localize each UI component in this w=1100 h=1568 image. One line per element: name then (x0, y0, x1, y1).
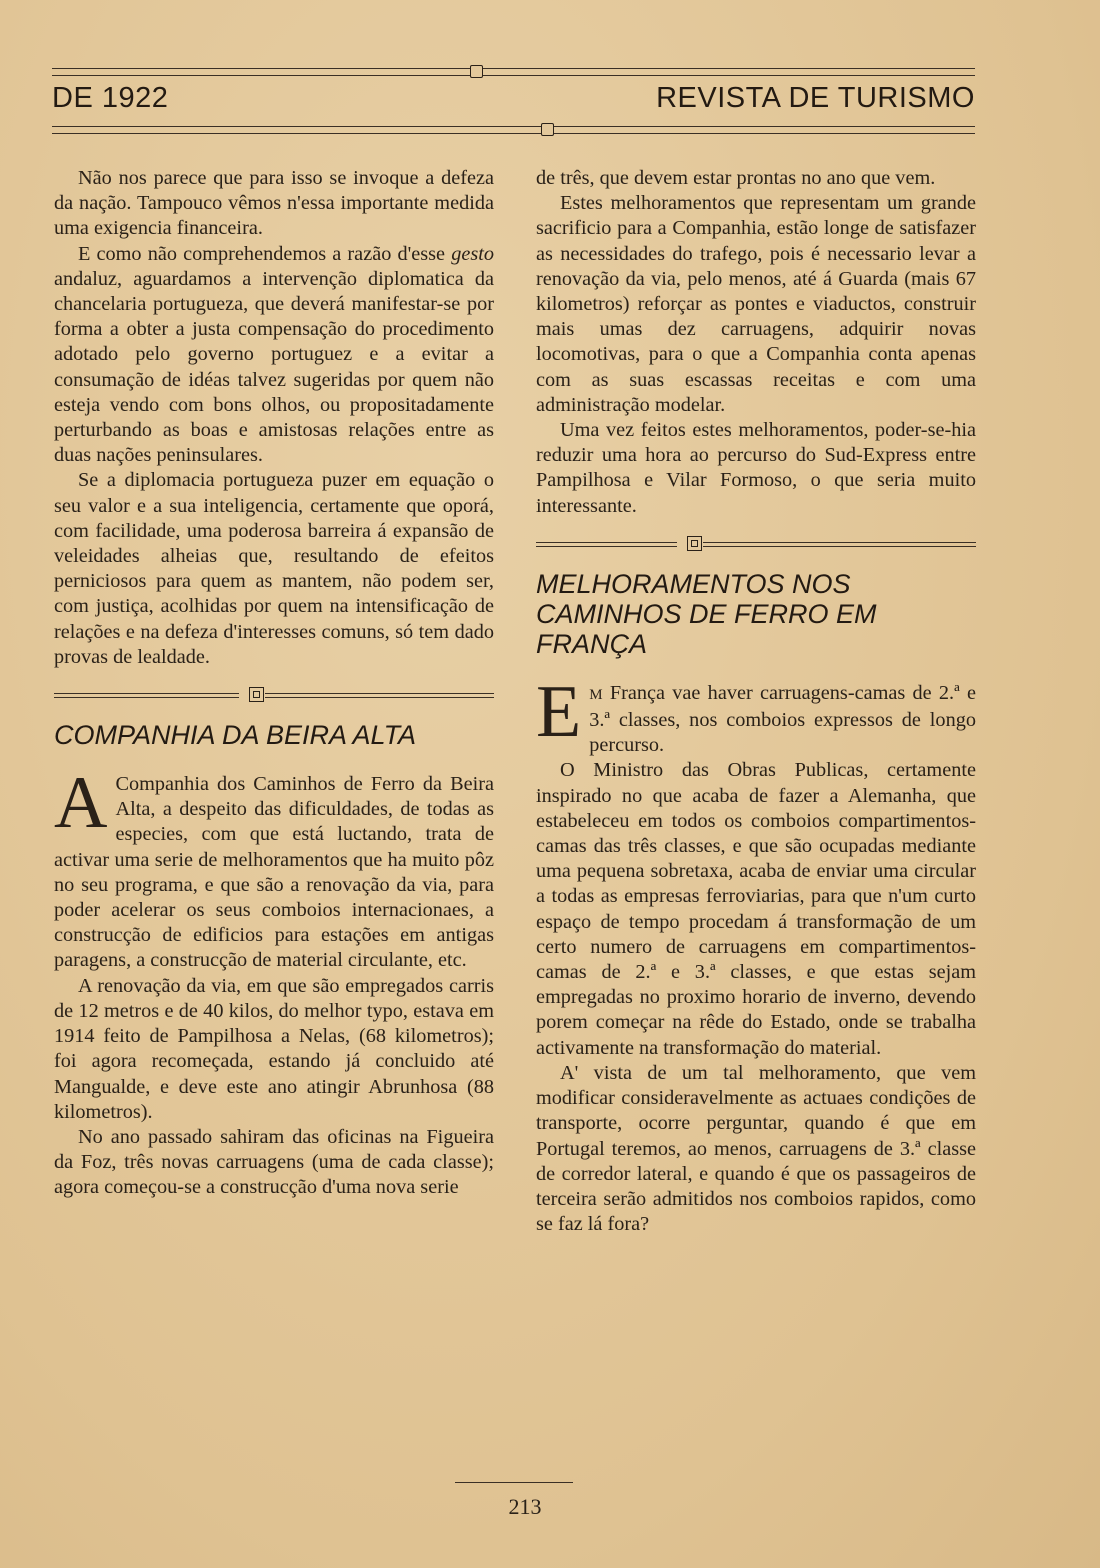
section-divider (536, 535, 976, 555)
paragraph: O Ministro das Obras Publicas, certamente inspirado no que acaba de fazer a Alemanha, que estabeleceu em todos os comboios compartimentos-camas das três classes, e que são ocupadas mediante uma pequena sobretaxa, acaba de enviar uma circular a todas as empresas ferroviarias, para que n'um curto espaço de tempo procedam á transformação de um certo numero de carruagens em compartimentos-camas de 2.ª e 3.ª classes, e que estas sejam empregadas no proximo horario de inverno, devendo porem começar na rêde do Estado, onde se trabalha activamente na transformação do material. (536, 759, 976, 1059)
paragraph: Estes melhoramentos que representam um grande sacrificio para a Companhia, estão longe de satisfazer as necessidades do trafego, pois é necessario levar a renovação da via, pelo menos, até á Guarda (mais 67 kilometros) reforçar as pontes e viaductos, construir mais umas dez carruagens, adquirir novas locomotivas, para o que a Companhia conta apenas com as suas escassas receitas e com uma administração modelar. (536, 192, 976, 416)
left-column (54, 166, 494, 1201)
paragraph: Não nos parece que para isso se invoque a defeza da nação. Tampouco vêmos n'essa importante medida uma exigencia financeira. (54, 167, 494, 240)
paragraph: Se a diplomacia portugueza puzer em equação o seu valor e a sua inteligencia, certamente que oporá, com facilidade, uma poderosa barreira á expansão de veleidades alheias que, resultando de efeitos perniciosos para quem as mantem, não podem ser, com justiça, acolhidas por quem na intensificação de relações e na defeza d'interesses comuns, só tem dado provas de lealdade. (54, 469, 494, 668)
italic-word: gesto (451, 242, 494, 265)
paragraph (536, 670, 976, 759)
text-run: andaluz, aguardamos a intervenção diplomatica da chancelaria portugueza, que deverá manifestar-se por forma a obter a justa compensação do procedimento adotado pelo governo portuguez e a evitar a consumação de idéas talvez sugeridas por quem não esteja vendo com bons olhos, ou propositadamente perturbando as boas e amistosas relações entre as duas nações peninsulares. (54, 267, 494, 467)
header-publication-title: REVISTA DE TURISMO (656, 82, 975, 114)
header-top-ornament (470, 65, 483, 78)
paragraph (54, 242, 494, 469)
section-title: MELHORAMENTOS NOS CAMINHOS DE FERRO EM FRANÇA (536, 568, 877, 659)
divider-line-left (54, 693, 239, 698)
paragraph: Uma vez feitos estes melhoramentos, poder-se-hia reduzir uma hora ao percurso do Sud-Express entre Pampilhosa e Vilar Formoso, o que seria muito interessante. (536, 419, 976, 517)
divider-ornament (249, 687, 264, 702)
paragraph (54, 762, 494, 974)
text-run: França vae haver carruagens-camas de 2.ª e 3.ª classes, nos comboios expressos de longo percurso. (589, 681, 976, 757)
header-date: DE 1922 (52, 82, 169, 114)
section-title: COMPANHIA DA BEIRA ALTA (54, 720, 417, 751)
text-run: E como não comprehendemos a razão d'esse (78, 242, 452, 265)
footer-rule (455, 1482, 573, 1483)
small-caps-letter: M (589, 686, 603, 703)
paragraph: A' vista de um tal melhoramento, que vem modificar consideravelmente as actuaes condições de transporte, ocorre perguntar, quando é que em Portugal teremos, ao menos, carruagens de 3.ª classe de corredor lateral, e quando é que os passageiros de terceira serão admitidos nos comboios rapidos, como se faz lá fora? (536, 1061, 976, 1236)
right-column (536, 166, 976, 1237)
divider-line-right (703, 542, 976, 547)
header-bottom-rule (52, 126, 975, 134)
page-number: 213 (508, 1494, 542, 1519)
paragraph: No ano passado sahiram das oficinas na Figueira da Foz, três novas carruagens (uma de cada classe); agora começou-se a construcção d'uma nova serie (54, 1125, 494, 1199)
paragraph: de três, que devem estar prontas no ano que vem. (536, 167, 936, 189)
header-bottom-ornament (541, 123, 554, 136)
drop-cap: A (54, 762, 108, 845)
section-divider (54, 686, 494, 706)
divider-line-right (265, 693, 494, 698)
divider-ornament (687, 536, 702, 551)
header-top-rule (52, 68, 975, 76)
divider-line-left (536, 542, 677, 547)
paragraph: A renovação da via, em que são empregados carris de 12 metros e de 40 kilos, do melhor typo, estava em 1914 feito de Pampilhosa a Nelas, (68 kilometros); foi agora recomeçada, estando já concluido até Mangualde, e deve este ano atingir Abrunhosa (88 kilometros). (54, 974, 494, 1123)
drop-cap: E (536, 670, 582, 753)
text-run: Companhia dos Caminhos de Ferro da Beira Alta, a despeito das dificuldades, de todas as especies, com que está luctando, trata de activar uma serie de melhoramentos que ha muito pôz no seu programa, e que são a renovação da via, para poder acelerar os seus comboios internacionaes, a construcção de edificios para estações em antigas paragens, a construcção de material circulante, etc. (54, 773, 494, 972)
